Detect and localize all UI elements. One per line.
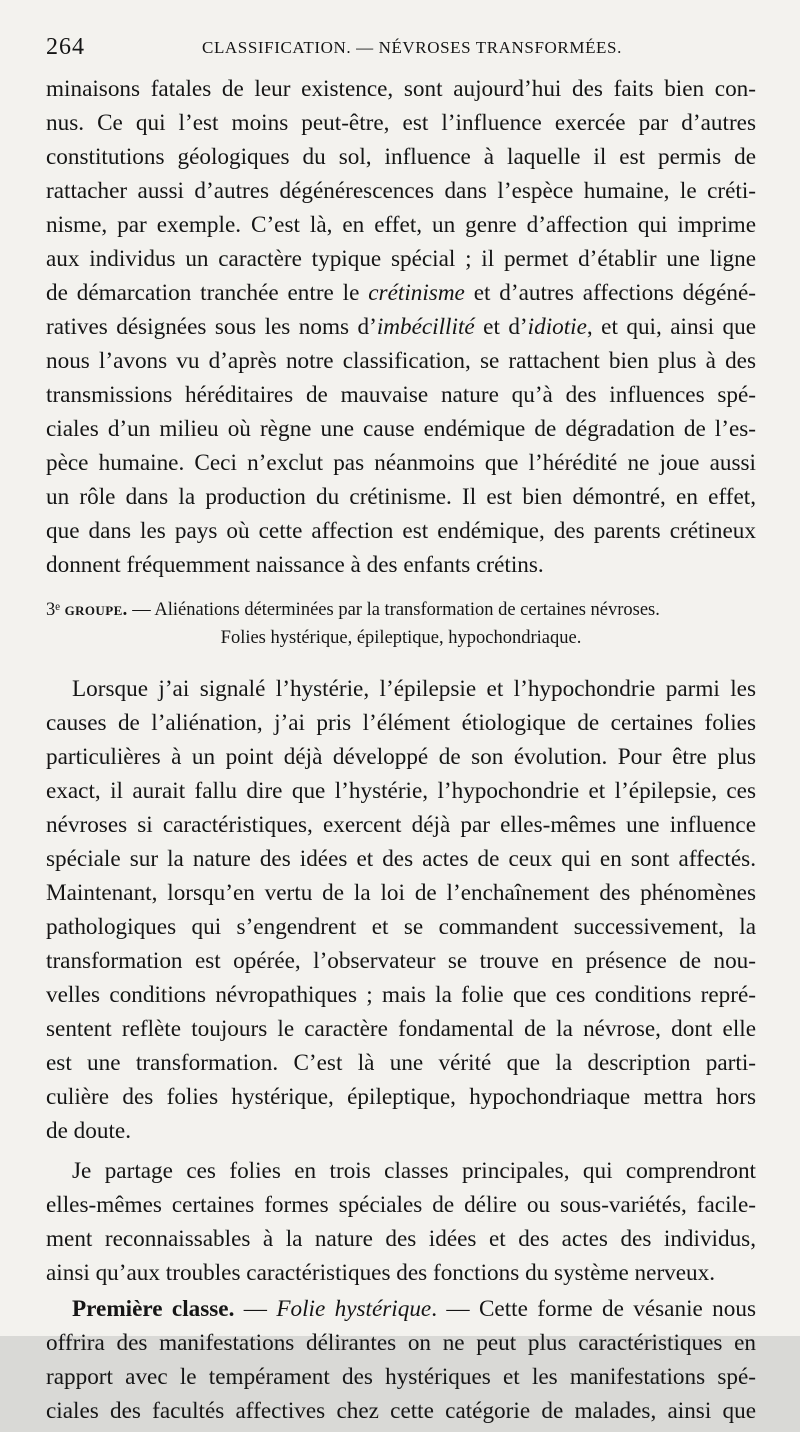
- page-number: 264: [46, 34, 85, 60]
- italic-term: idiotie: [527, 314, 587, 340]
- text-line: de démarcation tranchée entre le crétinisme et d’autres affections dégéné-: [46, 280, 756, 306]
- section-number: 3ᵉ: [46, 600, 60, 620]
- text-line: pèce humaine. Ceci n’exclut pas néanmoins que l’hérédité ne joue aussi: [46, 450, 756, 476]
- text-line: pathologiques qui s’engendrent et se commandent successivement, la: [46, 914, 756, 940]
- text-line: causes de l’aliénation, j’ai pris l’élément étiologique de certaines folies: [46, 710, 756, 736]
- text-line: nisme, par exemple. C’est là, en effet, un genre d’affection qui imprime: [46, 212, 756, 238]
- text-line: de doute.: [46, 1118, 131, 1144]
- text-line: velles conditions névropathiques ; mais la folie que ces conditions repré-: [46, 982, 756, 1008]
- text-line: rattacher aussi d’autres dégénérescences dans l’espèce humaine, le créti-: [46, 178, 756, 204]
- text-line: aux individus un caractère typique spécial ; il permet d’établir une ligne: [46, 246, 756, 272]
- text-line: Lorsque j’ai signalé l’hystérie, l’épilepsie et l’hypochondrie parmi les: [72, 676, 756, 702]
- text-line: nus. Ce qui l’est moins peut-être, est l’influence exercée par d’autres: [46, 110, 756, 136]
- running-title: CLASSIFICATION. — NÉVROSES TRANSFORMÉES.: [202, 38, 622, 57]
- text-line: Première classe. — Folie hystérique. — Cette forme de vésanie nous: [72, 1296, 756, 1322]
- italic-term: Folie hystérique: [276, 1296, 432, 1322]
- class-heading: Première classe.: [72, 1296, 235, 1322]
- text-line: exact, il aurait fallu dire que l’hystérie, l’hypochondrie et l’épilepsie, ces: [46, 778, 756, 804]
- section-label: groupe.: [64, 600, 128, 620]
- section-title: — Aliénations déterminées par la transformation de certaines névroses.: [127, 600, 660, 620]
- text-line: Je partage ces folies en trois classes principales, qui comprendront: [72, 1158, 756, 1184]
- text-line: culière des folies hystérique, épileptique, hypochondriaque mettra hors: [46, 1084, 756, 1110]
- text-line: ment reconnaissables à la nature des idées et des actes des individus,: [46, 1226, 756, 1252]
- text-line: est une transformation. C’est là une vérité que la description parti-: [46, 1050, 756, 1076]
- text-line: rapport avec le tempérament des hystériques et les manifestations spé-: [46, 1364, 756, 1390]
- text-line: ciales des facultés affectives chez cette catégorie de malades, ainsi que: [46, 1398, 756, 1424]
- text-line: transmissions héréditaires de mauvaise nature qu’à des influences spé-: [46, 382, 756, 408]
- text-line: ainsi qu’aux troubles caractéristiques des fonctions du système nerveux.: [46, 1260, 716, 1286]
- text-line: elles-mêmes certaines formes spéciales de délire ou sous-variétés, facile-: [46, 1192, 756, 1218]
- text-line: nous l’avons vu d’après notre classification, se rattachent bien plus à des: [46, 348, 756, 374]
- text-line: névroses si caractéristiques, exercent déjà par elles-mêmes une influence: [46, 812, 756, 838]
- page-header: [46, 34, 756, 62]
- text-line: constitutions géologiques du sol, influence à laquelle il est permis de: [46, 144, 756, 170]
- italic-term: imbécillité: [376, 314, 475, 340]
- section-subtitle: Folies hystérique, épileptique, hypochondriaque.: [220, 628, 582, 648]
- text-line: ratives désignées sous les noms d’imbécillité et d’idiotie, et qui, ainsi que: [46, 314, 756, 340]
- text-line: un rôle dans la production du crétinisme. Il est bien démontré, en effet,: [46, 484, 756, 510]
- text-line: transformation est opérée, l’observateur se trouve en présence de nou-: [46, 948, 756, 974]
- text-line: particulières à un point déjà développé de son évolution. Pour être plus: [46, 744, 756, 770]
- text-line: offrira des manifestations délirantes on ne peut plus caractéristiques en: [46, 1330, 756, 1356]
- italic-term: crétinisme: [368, 280, 465, 306]
- text-line: spéciale sur la nature des idées et des actes de ceux qui en sont affectés.: [46, 846, 756, 872]
- text-line: minaisons fatales de leur existence, sont aujourd’hui des faits bien con-: [46, 76, 756, 102]
- text-line: donnent fréquemment naissance à des enfants crétins.: [46, 552, 544, 578]
- text-line: Maintenant, lorsqu’en vertu de la loi de l’enchaînement des phénomènes: [46, 880, 756, 906]
- text-line: ciales d’un milieu où règne une cause endémique de dégradation de l’es-: [46, 416, 756, 442]
- text-line: sentent reflète toujours le caractère fondamental de la névrose, dont elle: [46, 1016, 756, 1042]
- text-line: que dans les pays où cette affection est endémique, des parents crétineux: [46, 518, 756, 544]
